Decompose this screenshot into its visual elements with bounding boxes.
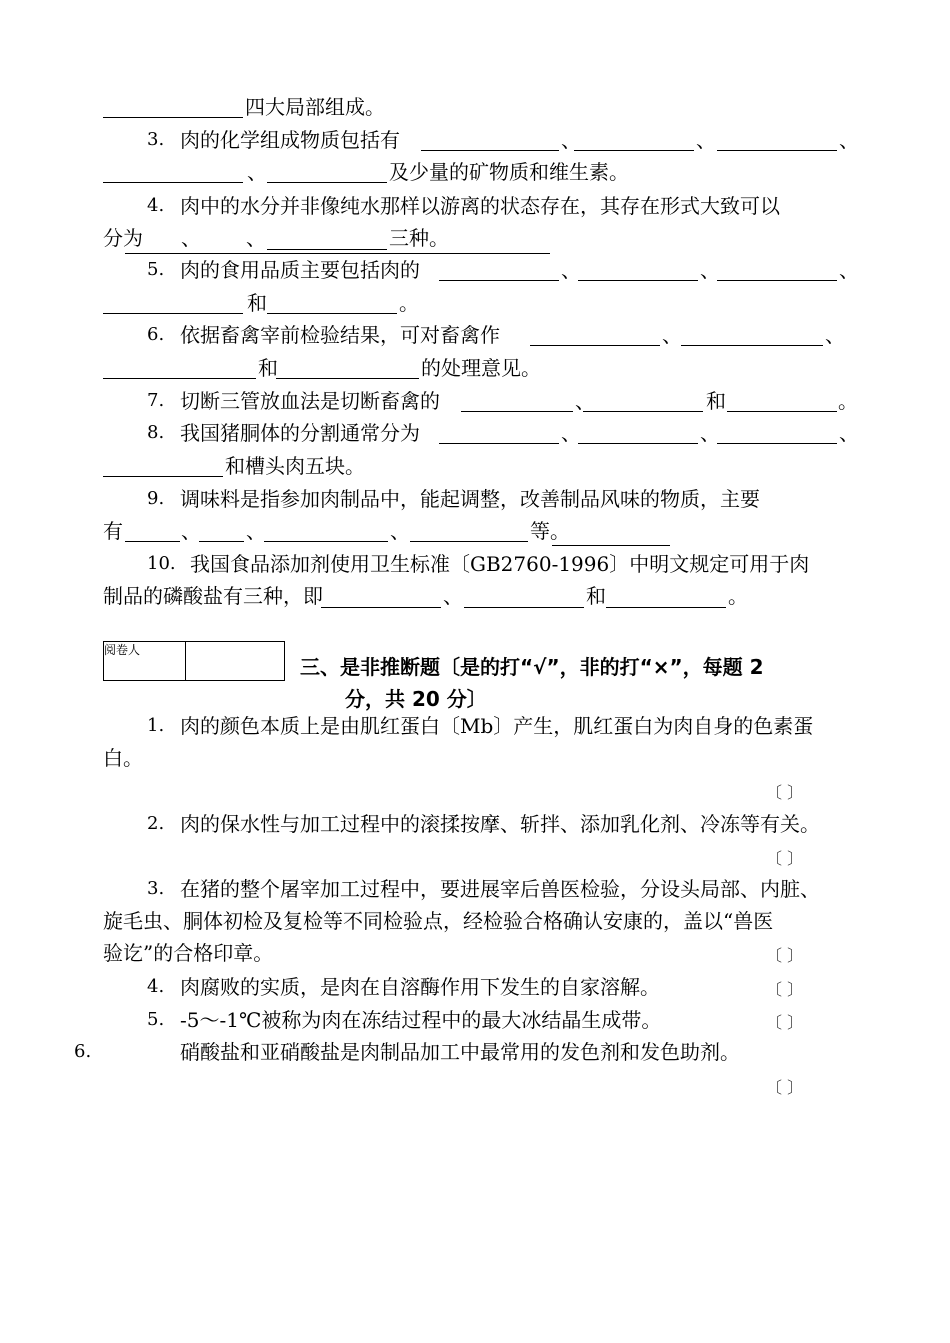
q2-tail: 四大局部组成。 bbox=[245, 95, 385, 119]
separator: 、 bbox=[246, 226, 266, 250]
question-text: 肉的食用品质主要包括肉的 bbox=[180, 258, 420, 282]
question-tail: 等。 bbox=[530, 519, 570, 543]
question-text: 我国猪胴体的分割通常分为 bbox=[180, 421, 420, 445]
you: 有 bbox=[103, 519, 123, 543]
blank[interactable] bbox=[464, 607, 584, 608]
blank[interactable] bbox=[552, 545, 670, 546]
question-text: 白。 bbox=[103, 746, 143, 770]
blank[interactable] bbox=[574, 150, 694, 151]
question-tail: 及少量的矿物质和维生素。 bbox=[389, 160, 629, 184]
blank[interactable] bbox=[681, 345, 823, 346]
question-number: 10. bbox=[147, 553, 176, 574]
blank[interactable] bbox=[421, 150, 559, 151]
blank[interactable] bbox=[125, 253, 550, 254]
answer-parens[interactable]: 〔 〕 bbox=[766, 783, 804, 802]
reviewer-label: 阅卷人 bbox=[104, 643, 141, 657]
separator: 、 bbox=[839, 258, 859, 282]
separator: 、 bbox=[561, 128, 581, 152]
question-number: 3. bbox=[147, 878, 165, 899]
question-number: 1. bbox=[147, 715, 165, 736]
blank[interactable] bbox=[583, 411, 703, 412]
separator: 、 bbox=[561, 258, 581, 282]
separator: 、 bbox=[825, 323, 845, 347]
question-number: 5. bbox=[147, 1009, 165, 1030]
fen-wei: 分为 bbox=[103, 226, 143, 250]
blank[interactable] bbox=[267, 249, 387, 250]
blank[interactable] bbox=[606, 607, 726, 608]
blank[interactable] bbox=[578, 443, 698, 444]
blank[interactable] bbox=[717, 443, 837, 444]
question-number: 8. bbox=[147, 422, 165, 443]
question-text: 肉的保水性与加工过程中的滚揉按摩、斩拌、添加乳化剂、冷冻等有关。 bbox=[180, 812, 820, 836]
blank[interactable] bbox=[125, 541, 180, 542]
question-number: 7. bbox=[147, 390, 165, 411]
answer-parens[interactable]: 〔 〕 bbox=[766, 980, 804, 999]
blank[interactable] bbox=[717, 280, 837, 281]
question-number: 6. bbox=[74, 1041, 92, 1062]
question-tail: 三种。 bbox=[389, 226, 449, 250]
question-text: 在猪的整个屠宰加工过程中，要进展宰后兽医检验，分设头局部、内脏、 bbox=[180, 877, 820, 901]
blank[interactable] bbox=[717, 150, 837, 151]
question-text: 调味料是指参加肉制品中，能起调整，改善制品风味的物质，主要 bbox=[180, 487, 760, 511]
question-text: 我国食品添加剂使用卫生标准〔GB2760-1996〕中明文规定可用于肉 bbox=[190, 552, 810, 576]
blank[interactable] bbox=[103, 182, 243, 183]
separator: 、 bbox=[700, 258, 720, 282]
blank[interactable] bbox=[103, 378, 256, 379]
blank[interactable] bbox=[727, 411, 837, 412]
period: 。 bbox=[838, 389, 858, 413]
question-text: 肉腐败的实质，是肉在自溶酶作用下发生的自家溶解。 bbox=[180, 975, 660, 999]
he: 和 bbox=[258, 356, 278, 380]
blank[interactable] bbox=[578, 280, 698, 281]
separator: 、 bbox=[696, 128, 716, 152]
separator: 、 bbox=[181, 519, 201, 543]
blank[interactable] bbox=[439, 280, 559, 281]
separator: 、 bbox=[246, 519, 266, 543]
blank[interactable] bbox=[461, 411, 573, 412]
question-text: 依据畜禽宰前检验结果，可对畜禽作 bbox=[180, 323, 500, 347]
question-text: 切断三管放血法是切断畜禽的 bbox=[180, 389, 440, 413]
separator: 、 bbox=[839, 128, 859, 152]
blank[interactable] bbox=[530, 345, 660, 346]
question-number: 2. bbox=[147, 813, 165, 834]
reviewer-box-divider bbox=[185, 641, 186, 681]
answer-parens[interactable]: 〔 〕 bbox=[766, 1078, 804, 1097]
blank[interactable] bbox=[321, 607, 441, 608]
question-number: 4. bbox=[147, 976, 165, 997]
question-text: -5～-1℃被称为肉在冻结过程中的最大冰结晶生成带。 bbox=[180, 1008, 662, 1032]
blank[interactable] bbox=[103, 476, 223, 477]
question-text: 制品的磷酸盐有三种，即 bbox=[103, 584, 323, 608]
period: 。 bbox=[399, 291, 419, 315]
question-number: 6. bbox=[147, 324, 165, 345]
question-text: 旋毛虫、胴体初检及复检等不同检验点，经检验合格确认安康的，盖以“兽医 bbox=[103, 909, 774, 933]
question-number: 5. bbox=[147, 259, 165, 280]
question-number: 3. bbox=[147, 129, 165, 150]
separator: 、 bbox=[839, 421, 859, 445]
blank[interactable] bbox=[276, 378, 419, 379]
question-text: 硝酸盐和亚硝酸盐是肉制品加工中最常用的发色剂和发色助剂。 bbox=[180, 1040, 740, 1064]
answer-parens[interactable]: 〔 〕 bbox=[766, 1013, 804, 1032]
question-tail: 的处理意见。 bbox=[421, 356, 541, 380]
answer-parens[interactable]: 〔 〕 bbox=[766, 849, 804, 868]
separator: 、 bbox=[390, 519, 410, 543]
he: 和 bbox=[706, 389, 726, 413]
question-text: 肉的颜色本质上是由肌红蛋白〔Mb〕产生，肌红蛋白为肉自身的色素蛋 bbox=[180, 714, 814, 738]
separator: 、 bbox=[575, 389, 595, 413]
question-text: 肉的化学组成物质包括有 bbox=[180, 128, 400, 152]
period: 。 bbox=[728, 584, 748, 608]
blank[interactable] bbox=[267, 182, 387, 183]
he: 和 bbox=[586, 584, 606, 608]
blank[interactable] bbox=[439, 443, 559, 444]
separator: 、 bbox=[662, 323, 682, 347]
section-heading: 三、是非推断题〔是的打“√”，非的打“×”，每题 2 bbox=[300, 655, 764, 679]
separator: 、 bbox=[181, 226, 201, 250]
question-tail: 和槽头肉五块。 bbox=[225, 454, 365, 478]
he: 和 bbox=[247, 291, 267, 315]
blank[interactable] bbox=[199, 541, 244, 542]
question-text: 验讫”的合格印章。 bbox=[103, 941, 274, 965]
blank[interactable] bbox=[267, 313, 397, 314]
question-number: 4. bbox=[147, 195, 165, 216]
section-heading-cont: 分，共 20 分〕 bbox=[345, 687, 487, 711]
separator: 、 bbox=[247, 160, 267, 184]
blank[interactable] bbox=[103, 117, 243, 118]
separator: 、 bbox=[561, 421, 581, 445]
question-number: 9. bbox=[147, 488, 165, 509]
answer-parens[interactable]: 〔 〕 bbox=[766, 946, 804, 965]
blank[interactable] bbox=[103, 313, 243, 314]
blank[interactable] bbox=[410, 541, 528, 542]
separator: 、 bbox=[443, 584, 463, 608]
blank[interactable] bbox=[264, 541, 388, 542]
separator: 、 bbox=[700, 421, 720, 445]
question-text: 肉中的水分并非像纯水那样以游离的状态存在，其存在形式大致可以 bbox=[180, 194, 780, 218]
